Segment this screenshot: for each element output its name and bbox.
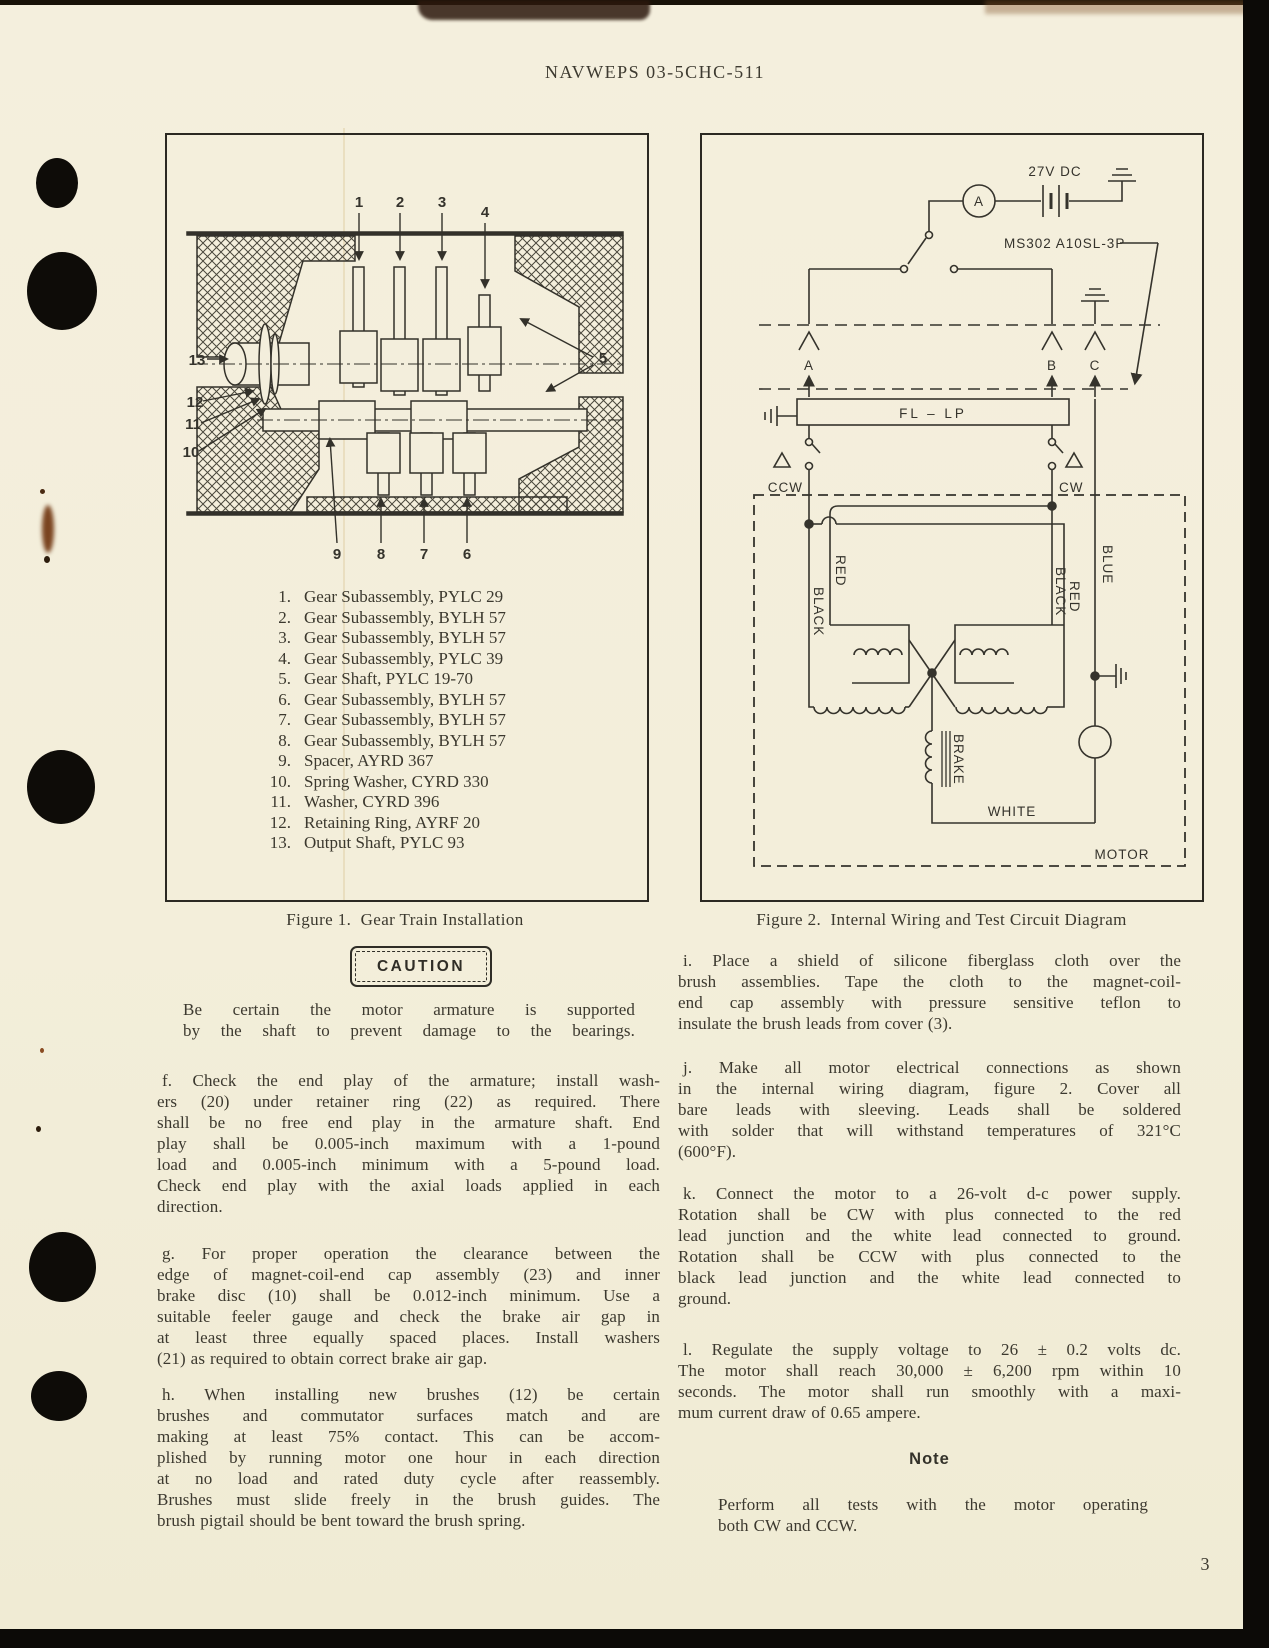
text-line: insulate the brush leads from cover (3). <box>678 1014 953 1033</box>
part-label: Gear Subassembly, BYLH 57 <box>304 607 506 627</box>
text-line: black lead junction and the white lead connected to <box>678 1268 1181 1287</box>
blue-label: BLUE <box>1100 545 1115 585</box>
text-line: i. Place a shield of silicone fiberglass cloth over the <box>683 951 1181 970</box>
callout-3: 3 <box>437 194 447 211</box>
paragraph-j <box>678 1057 1181 1162</box>
interface-lines <box>759 325 1160 389</box>
part-label: Retaining Ring, AYRF 20 <box>304 812 481 832</box>
parts-list-row <box>255 710 615 731</box>
part-number: 10. <box>269 771 291 791</box>
note-text <box>718 1494 1148 1536</box>
text-line: (21) as required to obtain correct brake air gap. <box>157 1349 488 1368</box>
text-line: f. Check the end play of the armature; install wash- <box>162 1071 660 1090</box>
part-number: 7. <box>278 710 291 729</box>
text-line: brushes and commutator surfaces match and are <box>157 1406 660 1425</box>
note-title: Note <box>909 1450 950 1468</box>
text-line: play shall be 0.005-inch maximum with a 1-pound <box>157 1134 660 1153</box>
text-line: lead junction and the white lead connected to ground. <box>678 1226 1181 1245</box>
part-label: Gear Subassembly, BYLH 57 <box>304 628 506 647</box>
text-line: l. Regulate the supply voltage to 26 ± 0.2 volts dc. <box>683 1340 1181 1359</box>
text-line: Be certain the motor armature is supported <box>183 1000 635 1019</box>
callout-7: 7 <box>419 546 429 563</box>
text-line: direction. <box>157 1197 223 1216</box>
callout-9: 9 <box>332 546 342 563</box>
ink-speck <box>44 556 50 563</box>
text-line: both CW and CCW. <box>718 1516 858 1535</box>
figure2-panel <box>700 133 1204 902</box>
callout-1: 1 <box>354 194 364 211</box>
ammeter-label: A <box>973 194 985 209</box>
part-number: 4. <box>278 648 291 668</box>
text-line: ers (20) under retainer ring (22) as required. There <box>157 1092 660 1111</box>
red-right-label: RED <box>1067 581 1082 613</box>
text-line: Rotation shall be CCW with plus connected to the <box>678 1247 1181 1266</box>
paragraph-k <box>678 1183 1181 1309</box>
text-line: Perform all tests with the motor operating <box>718 1495 1148 1514</box>
ink-speck <box>40 489 45 494</box>
text-line: at least three equally spaced places. Install washers <box>157 1328 660 1347</box>
figure1-panel <box>165 133 649 902</box>
part-number: 9. <box>278 751 291 770</box>
part-label: Washer, CYRD 396 <box>304 792 440 811</box>
filter-label: FL – LP <box>899 406 967 421</box>
parts-list-row <box>255 628 615 649</box>
paragraph-h <box>157 1384 660 1531</box>
punch-hole <box>27 750 95 824</box>
ground-symbol-top <box>1108 169 1136 187</box>
red-left-label: RED <box>833 555 848 587</box>
supply-label: 27V DC <box>1028 164 1082 179</box>
text-line: ground. <box>678 1289 732 1308</box>
part-label: Output Shaft, PYLC 93 <box>304 833 465 852</box>
pin-c-label: C <box>1089 358 1101 373</box>
part-number: 11. <box>270 792 291 811</box>
armature-symbol <box>1079 664 1126 823</box>
ammeter-symbol <box>929 185 1041 231</box>
part-label: Gear Shaft, PYLC 19-70 <box>304 669 474 688</box>
paragraph-g <box>157 1243 660 1369</box>
text-line: bare leads with sleeving. Leads shall be soldered <box>678 1100 1181 1119</box>
punch-hole <box>29 1232 96 1302</box>
connector-pins <box>799 289 1109 397</box>
part-label: Gear Subassembly, PYLC 39 <box>304 648 504 668</box>
punch-hole <box>36 158 78 208</box>
callout-13: 13 <box>188 352 206 369</box>
text-line: (600°F). <box>678 1142 737 1161</box>
parts-list-row <box>255 587 615 608</box>
text-line: mum current draw of 0.65 ampere. <box>678 1403 921 1422</box>
scan-smudge <box>985 0 1247 14</box>
cw-label: CW <box>1059 480 1084 495</box>
callout-12: 12 <box>186 394 204 411</box>
parts-list-row <box>255 772 615 793</box>
punch-hole <box>31 1371 87 1421</box>
part-number: 6. <box>278 689 291 709</box>
parts-list-row <box>255 731 615 752</box>
ink-smudge <box>42 505 54 553</box>
callout-4: 4 <box>480 204 490 221</box>
part-number: 12. <box>269 812 291 832</box>
ink-speck <box>40 1048 44 1053</box>
text-line: end cap assembly with pressure sensitive teflon to <box>678 993 1181 1012</box>
part-number: 5. <box>278 669 291 688</box>
callout-6: 6 <box>462 546 472 563</box>
paragraph-f <box>157 1070 660 1217</box>
part-label: Gear Subassembly, BYLH 57 <box>304 710 506 729</box>
parts-list-row <box>255 751 615 772</box>
motor-label: MOTOR <box>1094 847 1150 862</box>
black-right-label: BLACK <box>1053 567 1068 617</box>
parts-list-row <box>255 833 615 854</box>
callout-10: 10 <box>182 444 200 461</box>
pin-a-label: A <box>803 358 815 373</box>
part-label: Gear Subassembly, PYLC 29 <box>304 587 504 606</box>
parts-list-row <box>255 690 615 711</box>
text-line: load and 0.005-inch minimum with a 5-pound load. <box>157 1155 660 1174</box>
gear-train-drawing <box>167 135 642 583</box>
caution-box <box>350 946 492 987</box>
scan-edge-bottom <box>0 1629 1269 1648</box>
page-header: NAVWEPS 03-5CHC-511 <box>544 62 765 82</box>
text-line: at no load and rated duty cycle after reassembly. <box>157 1469 660 1488</box>
text-line: suitable feeler gauge and check the brake air gap in <box>157 1307 660 1326</box>
text-line: Brushes must slide freely in the brush guides. The <box>157 1490 660 1509</box>
paragraph-l <box>678 1339 1181 1423</box>
part-number: 1. <box>278 587 291 606</box>
text-line: brush pigtail should be bent toward the brush spring. <box>157 1511 526 1530</box>
text-line: The motor shall reach 30,000 ± 6,200 rpm within 10 <box>678 1361 1181 1380</box>
text-line: Rotation shall be CW with plus connected to the red <box>678 1205 1181 1224</box>
text-line: j. Make all motor electrical connections as shown <box>683 1058 1181 1077</box>
figure1-parts-list <box>255 587 615 854</box>
connector-leader <box>1120 243 1158 383</box>
parts-list-row <box>255 792 615 813</box>
brake-label: BRAKE <box>951 734 966 785</box>
text-line: making at least 75% contact. This can be accom- <box>157 1427 660 1446</box>
text-line: brake disc (10) shall be 0.012-inch minimum. Use a <box>157 1286 660 1305</box>
field-coils <box>809 625 1064 714</box>
wiring-diagram <box>702 135 1197 895</box>
caution-title: CAUTION <box>376 957 466 975</box>
text-line: brush assemblies. Tape the cloth to the magnet-coil- <box>678 972 1181 991</box>
text-line: edge of magnet-coil-end cap assembly (23) and inner <box>157 1265 660 1284</box>
part-label: Gear Subassembly, BYLH 57 <box>304 689 506 709</box>
part-number: 2. <box>278 607 291 627</box>
brush-contacts <box>774 425 1082 524</box>
text-line: by the shaft to prevent damage to the bearings. <box>183 1021 635 1040</box>
part-label: Spring Washer, CYRD 330 <box>304 771 489 791</box>
part-label: Gear Subassembly, BYLH 57 <box>304 730 506 750</box>
text-line: shall be no free end play in the armature shaft. End <box>157 1113 660 1132</box>
callout-5: 5 <box>598 350 608 367</box>
punch-hole <box>27 252 97 330</box>
parts-list-row <box>255 669 615 690</box>
scan-smudge <box>418 0 650 20</box>
part-number: 3. <box>278 628 291 647</box>
ink-speck <box>36 1126 41 1132</box>
text-line: plished by running motor one hour in each direction <box>157 1448 660 1467</box>
text-line: k. Connect the motor to a 26-volt d-c power supply. <box>683 1184 1181 1203</box>
callout-2: 2 <box>395 194 405 211</box>
figure2-caption: Figure 2. Internal Wiring and Test Circuit Diagram <box>756 910 1127 929</box>
motor-wiring <box>805 399 1095 693</box>
brake-coil <box>926 677 1096 823</box>
paragraph-i <box>678 950 1181 1034</box>
callout-8: 8 <box>376 546 386 563</box>
page-number: 3 <box>1200 1554 1210 1574</box>
text-line: in the internal wiring diagram, figure 2. Cover all <box>678 1079 1181 1098</box>
scan-edge-right <box>1243 0 1269 1648</box>
caution-text <box>183 999 635 1041</box>
part-label: Spacer, AYRD 367 <box>304 751 434 770</box>
parts-list-row <box>255 649 615 670</box>
battery-symbol <box>1043 185 1122 217</box>
text-line: Check end play with the axial loads applied in each <box>157 1176 660 1195</box>
pin-b-label: B <box>1046 358 1058 373</box>
black-left-label: BLACK <box>811 587 826 637</box>
figure1-caption: Figure 1. Gear Train Installation <box>286 910 524 929</box>
ccw-label: CCW <box>767 480 803 495</box>
text-line: seconds. The motor shall run smoothly with a maxi- <box>678 1382 1181 1401</box>
white-label: WHITE <box>987 804 1037 819</box>
parts-list-row <box>255 813 615 834</box>
text-line: g. For proper operation the clearance between the <box>162 1244 660 1263</box>
text-line: h. When installing new brushes (12) be certain <box>162 1385 660 1404</box>
text-line: with solder that will withstand temperatures of 321°C <box>678 1121 1181 1140</box>
parts-list-row <box>255 608 615 629</box>
part-number: 8. <box>278 730 291 750</box>
part-number: 13. <box>269 833 291 852</box>
connector-label: MS302 A10SL-3P <box>1004 236 1126 251</box>
callout-11: 11 <box>185 416 201 433</box>
